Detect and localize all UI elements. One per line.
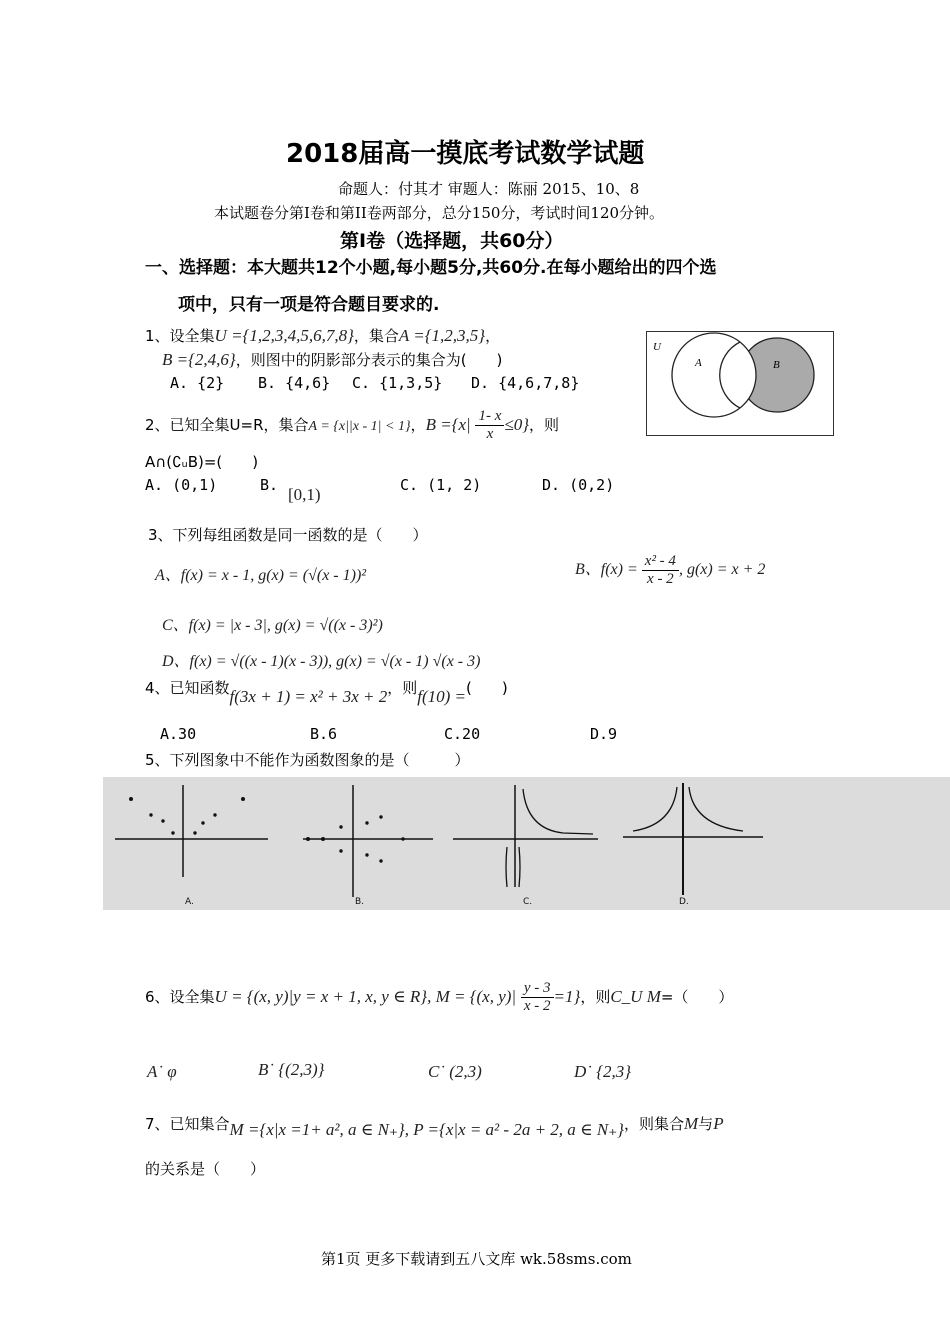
q4-option-b: B.6	[310, 725, 338, 743]
q6-prefix: 6、设全集	[145, 988, 215, 1006]
q6-option-a: A˙ φ	[147, 1062, 177, 1081]
q6-line	[145, 980, 733, 1015]
q3-option-a: A、f(x) = x - 1, g(x) = (√(x - 1))²	[155, 567, 367, 584]
page-footer: 第1页 更多下载请到五八文库 wk.58sms.com	[321, 1250, 632, 1268]
q2-suffix: ，则	[529, 416, 560, 434]
q6-suffix: ，则	[580, 988, 611, 1006]
venn-label-u: U	[653, 341, 661, 353]
q6-sets: U = {(x, y)|y = x + 1, x, y ∈ R}, M = {(x, y)|	[214, 987, 517, 1006]
venn-diagram	[646, 331, 834, 436]
graph-d-label: D.	[679, 897, 689, 907]
q7-set-p: P	[713, 1114, 724, 1133]
q1-line1	[145, 325, 500, 346]
q3-option-b-num: x² - 4	[642, 553, 679, 571]
graph-b-label: B.	[355, 897, 365, 907]
q3-option-c: C、f(x) = |x - 3|, g(x) = √((x - 3)²)	[162, 617, 383, 634]
graph-d	[623, 783, 763, 907]
q3-option-d: D、f(x) = √((x - 1)(x - 3)), g(x) = √(x - 1) √(x - 3)	[162, 653, 481, 670]
graph-a	[115, 785, 268, 907]
q2-mid: ，	[410, 416, 426, 434]
q4-ask: f(10) =	[417, 687, 467, 706]
intro-line: 本试题卷分第Ⅰ卷和第II卷两部分，总分150分，考试时间120分钟。	[214, 204, 665, 222]
page-title: 2018届高一摸底考试数学试题	[286, 139, 645, 169]
q2-option-c: C. (1, 2)	[400, 476, 482, 494]
q7-set-m: M	[684, 1114, 699, 1133]
q3-question: 3、下列每组函数是同一函数的是（ ）	[148, 526, 428, 544]
q6-frac-num: y - 3	[521, 980, 554, 998]
q1-option-b: B. {4,6}	[258, 374, 331, 392]
q3-option-b-den: x - 2	[647, 571, 674, 587]
q2-frac-den: x	[486, 426, 494, 442]
q1-set-a: A ={1,2,3,5}	[398, 326, 486, 345]
q7-suffix: ，则集合	[623, 1115, 684, 1133]
graph-c	[453, 785, 598, 907]
q7-sets: M ={x|x =1+ a², a ∈ N₊}, P ={x|x = a² - 2a + 2, a ∈ N₊}	[229, 1120, 624, 1139]
q4-line	[145, 677, 508, 706]
q2-option-a: A. (0,1)	[145, 476, 218, 494]
q4-function: f(3x + 1) = x² + 3x + 2	[229, 687, 388, 706]
q6-fraction	[521, 980, 554, 1015]
q1-option-d: D. {4,6,7,8}	[471, 374, 580, 392]
q4-prefix: 4、已知函数	[145, 679, 230, 697]
q5-question: 5、下列图象中不能作为函数图象的是（ ）	[145, 751, 470, 769]
q3-option-b-left: B、f(x) =	[575, 561, 638, 579]
q4-option-a: A.30	[160, 725, 197, 743]
q1-option-c: C. {1,3,5}	[352, 374, 443, 392]
q1-option-a: A. {2}	[170, 374, 225, 392]
q3-option-b-right: , g(x) = x + 2	[678, 561, 766, 579]
q1-comma: ，	[485, 327, 501, 345]
q2-line1	[145, 408, 559, 443]
graph-a-label: A.	[185, 897, 194, 907]
q5-graphs-panel	[103, 777, 950, 910]
q3-option-b	[575, 553, 765, 588]
q1-mid: ，集合	[353, 327, 399, 345]
q3-option-b-fraction	[642, 553, 679, 588]
q2-prefix: 2、已知全集U=R，集合	[145, 416, 309, 434]
q2-option-b-value: [0,1)	[288, 485, 321, 504]
q6-frac-den: x - 2	[523, 998, 551, 1014]
q7-line2: 的关系是（ ）	[145, 1160, 266, 1178]
q7-line1	[145, 1113, 724, 1139]
q6-option-b: B˙ {(2,3)}	[258, 1060, 325, 1079]
q6-eq: =1}	[553, 987, 581, 1006]
graph-c-label: C.	[523, 897, 533, 907]
graph-b	[303, 785, 433, 907]
q1-set-b: B ={2,4,6}	[162, 350, 236, 369]
instructions-line2: 项中，只有一项是符合题目要求的.	[178, 295, 440, 315]
q2-option-d: D. (0,2)	[542, 476, 615, 494]
q6-paren: =（ ）	[660, 988, 734, 1006]
q4-mid: ，则	[387, 679, 418, 697]
q1-prefix: 1、设全集	[145, 327, 215, 345]
instructions-line1: 一、选择题：本大题共12个小题,每小题5分,共60分.在每小题给出的四个选	[145, 258, 717, 278]
q4-paren: ( )	[466, 679, 508, 697]
q6-ask: C_U M	[610, 987, 661, 1006]
venn-circle-a	[672, 333, 756, 417]
venn-label-b: B	[773, 359, 780, 371]
q2-line2: A∩(∁ᵤB)=( )	[145, 453, 259, 471]
q6-option-c: C˙ (2,3)	[428, 1062, 482, 1081]
q2-option-b: B.	[260, 476, 279, 494]
q2-fraction	[475, 408, 504, 443]
q2-set-b-left: B ={x|	[425, 415, 471, 434]
part1-heading: 第Ⅰ卷（选择题，共60分）	[340, 230, 564, 252]
q7-prefix: 7、已知集合	[145, 1115, 230, 1133]
q2-set-b-right: ≤0}	[504, 415, 530, 434]
q1-rest: ，则图中的阴影部分表示的集合为( )	[235, 351, 503, 369]
authors-line: 命题人：付其才 审题人：陈丽 2015、10、8	[338, 180, 640, 198]
q2-frac-num: 1- x	[475, 408, 504, 426]
q4-option-c: C.20	[444, 725, 481, 743]
q1-line2	[162, 349, 502, 370]
q4-option-d: D.9	[590, 725, 618, 743]
q2-set-a: A = {x||x - 1| < 1}	[308, 419, 411, 434]
q7-and: 与	[698, 1115, 714, 1133]
venn-label-a: A	[695, 357, 702, 369]
q6-option-d: D˙ {2,3}	[574, 1062, 632, 1081]
q1-set-u: U ={1,2,3,4,5,6,7,8}	[214, 326, 354, 345]
